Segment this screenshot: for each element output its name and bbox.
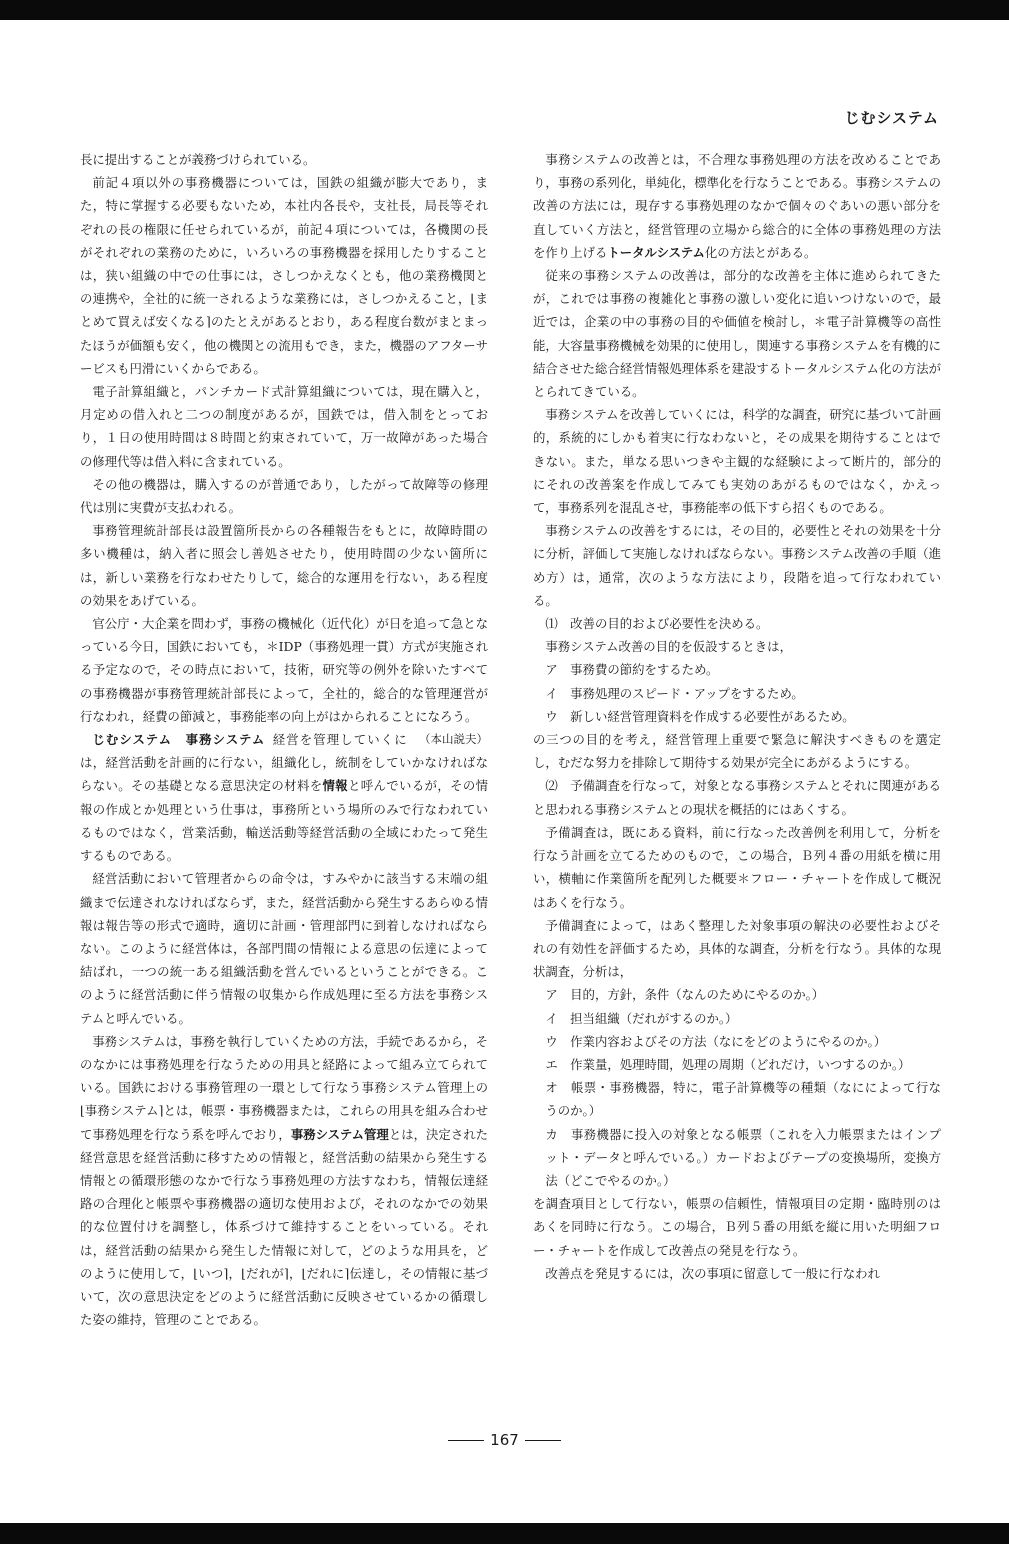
list-item: カ 事務機器に投入の対象となる帳票（これを入力帳票またはインプット・データと呼んでいる。）カードおよびテープの変換場所，変換方法（どこでやるのか。） — [545, 1126, 941, 1188]
list-item: ウ 新しい経営管理資料を作成する必要性があるため。 — [545, 708, 855, 724]
entry-headword: じむシステム 事務システム — [92, 732, 266, 748]
paragraph-text: 経営を管理していくには，経営活動を計画的に行ない，組織化し，統制をしていかなければならない。その基礎となる意思決定の材料を — [80, 732, 488, 794]
list-item: ア 事務費の節約をするため。 — [545, 662, 719, 678]
page-number-dash-left — [448, 1440, 484, 1441]
left-column — [80, 148, 488, 1331]
paragraph: 改善点を発見するには，次の事項に留意して一般に行なわれ — [545, 1265, 880, 1281]
top-border-bar — [0, 0, 1009, 20]
list-item: ア 目的，方針，条件（なんのためにやるのか。） — [545, 987, 825, 1003]
paragraph: の三つの目的を考え，経営管理上重要で緊急に解決すべきものを選定し，むだな努力を排除して期待する効果が完全にあがるようにする。 — [533, 732, 941, 771]
right-column — [533, 148, 941, 1285]
paragraph-text: 事務システムは，事務を執行していくための方法，手続であるから，そのなかには事務処理を行なうための用具と経路によって組み立てられている。国鉄における事務管理の一環として行なう事務システム管理上の⌊事務システム⌉とは，帳票・事務機器または，これらの用具を組み合わせて事務処理を行なう系を呼んでおり， — [80, 1033, 488, 1142]
author-signature: （本山説夫） — [419, 732, 488, 747]
step-heading: ⑴ 改善の目的および必要性を決める。 — [545, 616, 769, 632]
paragraph — [80, 1030, 488, 1332]
paragraph-text: と呼んでいるが，その情報の作成とか処理という仕事は，事務所という場所のみで行なわれているものではなく，営業活動，輸送活動等経営活動の全域にわたって発生するものである。 — [80, 778, 489, 864]
paragraph: 事務管理統計部長は設置箇所長からの各種報告をもとに，故障時間の多い機種は，納入者に照会し善処させたり，使用時間の少ない箇所には，新しい業務を行なわせたりして，総合的な運用を行ない，ある程度の効果をあげている。 — [80, 523, 488, 608]
bold-term: 事務システム管理 — [290, 1126, 389, 1142]
paragraph: 事務システムを改善していくには，科学的な調査，研究に基づいて計画的，系統的にしかも着実に行なわないと，その成果を期待することはできない。また，単なる思いつきや主観的な経験によって断片的，部分的にそれの改善案を作成してみても実効のあがるものではなく，かえって，事務系列を混乱させ，事務能率の低下すら招くものである。 — [533, 407, 941, 516]
step-heading: ⑵ 予備調査を行なって，対象となる事務システムとそれに関連があると思われる事務システムとの現状を概括的にはあくする。 — [533, 778, 941, 817]
page-number — [0, 1431, 1009, 1449]
paragraph-text: とは，決定された経営意思を経営活動に移すための情報と，経営活動の結果から発生する情報との循環形態のなかで行なう事務処理の方法すなわち，情報伝達経路の合理化と帳票や事務機器の適切な使用および，それのなかでの効果的な位置付けを調整し，体系づけて維持することをいっている。それは，経営活動の結果から発生した情報に対して，どのような用具を，どのように使用して，⌊いつ⌉，⌊だれが⌉，⌊だれに⌉伝達し，その情報に基づいて，次の意思決定をどのように経営活動に反映させているかの循環した姿の維持，管理のことである。 — [80, 1126, 489, 1328]
bold-term: 情報 — [322, 778, 349, 794]
paragraph: を調査項目として行ない，帳票の信頼性，情報項目の定期・臨時別のはあくを同時に行なう。この場合，Ｂ列５番の用紙を縦に用いた明細フロー・チャートを作成して改善点の発見を行なう。 — [533, 1196, 941, 1258]
bottom-border-bar — [0, 1523, 1009, 1544]
list-item: オ 帳票・事務機器，特に，電子計算機等の種類（なにによって行なうのか。） — [545, 1080, 941, 1119]
paragraph-text: 化の方法とがある。 — [704, 244, 817, 260]
paragraph-text: 事務システムの改善とは，不合理な事務処理の方法を改めることであり，事務の系列化，単純化，標準化を行なうことである。事務システムの改善の方法には，現存する事務処理のなかで個々のぐあいの悪い部分を直していく方法と，経営管理の立場から総合的に全体の事務処理の方法を作り上げる — [533, 152, 941, 260]
paragraph: 前記４項以外の事務機器については，国鉄の組織が膨大であり，また，特に掌握する必要もないため，本社内各長や，支社長，局長等それぞれの長の権限に任せられているが，前記４項については，各機関の長がそれぞれの業務のために，いろいろの事務機器を採用したりすることは，狭い組織の中での仕事には，さしつかえなくとも，他の業務機関との連携や，全社的に統一されるような業務には，さしつかえること，⌊まとめて買えば安くなる⌉のたとえがあるとおり，ある程度台数がまとまったほうが価額も安く，他の機関との流用もでき，また，機器のアフターサービスも円滑にいくからである。 — [80, 175, 488, 376]
page-number-text: 167 — [490, 1431, 519, 1449]
paragraph-text: 官公庁・大企業を問わず，事務の機械化（近代化）が日を追って急となっている今日，国鉄においても，＊IDP（事務処理一貫）方式が実施される予定なので，その時点において，技術，研究等の例外を除いたすべての事務機器が事務管理統計部長によって，全社的，総合的な管理運営が行なわれ，経費の節減と，事務能率の向上がはかられることになろう。 — [80, 616, 488, 724]
paragraph: その他の機器は，購入するのが普通であり，したがって故障等の修理代は別に実費が支払われる。 — [80, 476, 488, 516]
paragraph: 電子計算組織と，パンチカード式計算組織については，現在購入と，月定めの借入れと二つの制度があるが，国鉄では，借入制をとっており，１日の使用時間は８時間と約束されていて，万一故障があった場合の修理代等は借入料に含まれている。 — [80, 384, 488, 469]
page-number-dash-right — [525, 1440, 561, 1441]
list-item: エ 作業量，処理時間，処理の周期（どれだけ，いつするのか。） — [545, 1056, 911, 1072]
paragraph: 予備調査は，既にある資料，前に行なった改善例を利用して，分析を行なう計画を立てるためのもので，この場合，Ｂ列４番の用紙を横に用い，横軸に作業箇所を配列した概要＊フロー・チャートを作成して概況はあくを行なう。 — [533, 824, 941, 910]
paragraph: 経営活動において管理者からの命令は，すみやかに該当する末端の組織まで伝達されなければならず，また，経営活動から発生するあらゆる情報は報告等の形式で適時，適切に計画・管理部門に到着しなければならない。このように経営体は，各部門間の情報による意思の伝達によって結ばれ，一つの統一ある組織活動を営んでいるということができる。このように経営活動に伴う情報の収集から作成処理に至る方法を事務システムと呼んでいる。 — [80, 871, 488, 1026]
list-item: イ 事務処理のスピード・アップをするため。 — [545, 685, 804, 701]
list-item: ウ 作業内容およびその方法（なにをどのようにやるのか。） — [545, 1033, 887, 1049]
paragraph: 従来の事務システムの改善は，部分的な改善を主体に進められてきたが，これでは事務の複雑化と事務の激しい変化に追いつけないので，最近では，企業の中の事務の目的や価値を検討し，＊電子計算機等の高性能，大容量事務機械を効果的に使用し，関連する事務システムを有機的に結合させた総合経営情報処理体系を建設するトータルシステム化の方法がとられてきている。 — [533, 268, 941, 400]
paragraph: 事務システム改善の目的を仮設するときは， — [545, 639, 792, 655]
paragraph — [533, 148, 941, 264]
paragraph: 事務システムの改善をするには，その目的，必要性とそれの効果を十分に分析，評価して実施しなければならない。事務システム改善の手順（進め方）は，通常，次のような方法により，段階を追って行なわれている。 — [533, 523, 941, 608]
running-head: じむシステム — [844, 109, 939, 127]
bold-term: トータルシステム — [607, 244, 705, 260]
paragraph: 長に提出することが義務づけられている。 — [80, 152, 316, 167]
paragraph: 予備調査によって，はあく整理した対象事項の解決の必要性およびそれの有効性を評価するため，具体的な調査，分析を行なう。具体的な現状調査，分析は， — [533, 917, 941, 980]
list-item: イ 担当組織（だれがするのか。） — [545, 1010, 738, 1026]
